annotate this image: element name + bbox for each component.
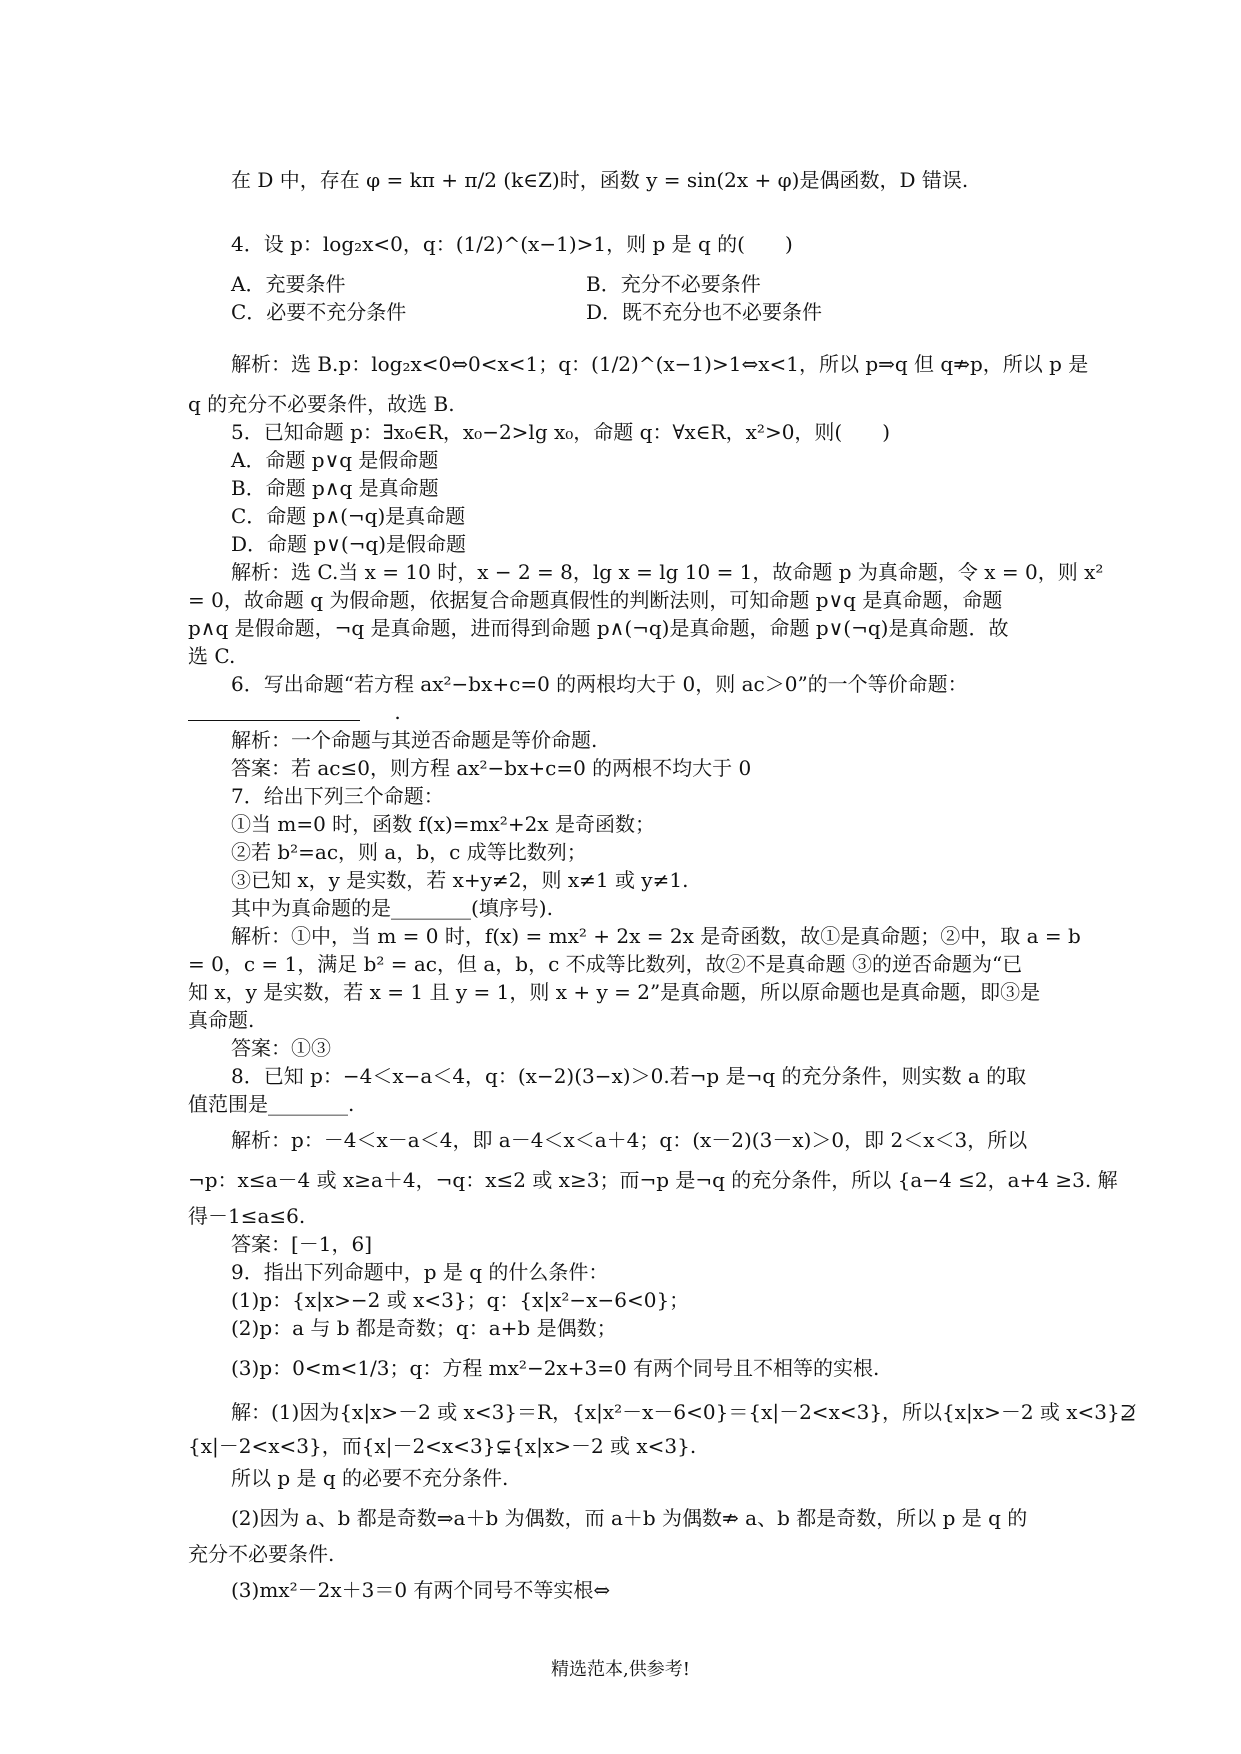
text-line: q 的充分不必要条件，故选 B.	[188, 392, 455, 416]
text-line: (3)p：0<m<1/3；q：方程 mx²−2x+3=0 有两个同号且不相等的实根.	[231, 1356, 880, 1380]
text-line: D．既不充分也不必要条件	[586, 300, 823, 324]
text-line: C．命题 p∧(¬q)是真命题	[231, 504, 466, 528]
text-line: A．充要条件	[231, 272, 346, 296]
text-line: = 0，c = 1，满足 b² = ac，但 a，b，c 不成等比数列，故②不是真命题 ③的逆否命题为“已	[188, 952, 1023, 976]
text-line: B．命题 p∧q 是真命题	[231, 476, 439, 500]
text-line: 其中为真命题的是________(填序号).	[231, 896, 553, 920]
text-line: 5．已知命题 p：∃x₀∈R，x₀−2>lg x₀，命题 q：∀x∈R，x²>0，则( )	[231, 420, 891, 444]
text-line: (2)因为 a、b 都是奇数⇒a＋b 为偶数，而 a＋b 为偶数⇏ a、b 都是奇数，所以 p 是 q 的	[231, 1506, 1028, 1530]
text-line: 得－1≤a≤6.	[188, 1204, 306, 1228]
text-line: ③已知 x，y 是实数，若 x+y≠2，则 x≠1 或 y≠1.	[231, 868, 689, 892]
text-line: 所以 p 是 q 的必要不充分条件.	[231, 1466, 509, 1490]
text-line: ①当 m=0 时，函数 f(x)=mx²+2x 是奇函数；	[231, 812, 655, 836]
text-line: ¬p：x≤a－4 或 x≥a＋4，¬q：x≤2 或 x≥3；而¬p 是¬q 的充分条件，所以 {a−4 ≤2，a+4 ≥3. 解	[188, 1168, 1118, 1192]
page-footer: 精选范本,供参考!	[551, 1659, 690, 1680]
text-line: 解析：一个命题与其逆否命题是等价命题.	[231, 728, 598, 752]
text-line: 知 x，y 是实数，若 x = 1 且 y = 1，则 x + y = 2”是真命题，所以原命题也是真命题，即③是	[188, 980, 1041, 1004]
text-line: p∧q 是假命题，¬q 是真命题，进而得到命题 p∧(¬q)是真命题，命题 p∨(¬q)是真命题．故	[188, 616, 1009, 640]
text-line: .	[188, 700, 401, 724]
text-line: 4．设 p：log₂x<0，q：(1/2)^(x−1)>1，则 p 是 q 的( )	[231, 232, 793, 256]
text-line: B．充分不必要条件	[586, 272, 761, 296]
text-line: 答案：若 ac≤0，则方程 ax²−bx+c=0 的两根不均大于 0	[231, 756, 752, 780]
text-line: 9．指出下列命题中，p 是 q 的什么条件：	[231, 1260, 609, 1284]
text-line: 解析：选 B.p：log₂x<0⇔0<x<1；q：(1/2)^(x−1)>1⇔x<1，所以 p⇒q 但 q⇏p，所以 p 是	[231, 352, 1089, 376]
text-line: 7．给出下列三个命题：	[231, 784, 444, 808]
text-line: {x|－2<x<3}，而{x|－2<x<3}⊊{x|x>－2 或 x<3}.	[188, 1434, 697, 1458]
text-line: A．命题 p∨q 是假命题	[231, 448, 439, 472]
text-line: 真命题.	[188, 1008, 255, 1032]
text-line: 选 C.	[188, 644, 236, 668]
text-line: 解：(1)因为{x|x>－2 或 x<3}＝R，{x|x²－x－6<0}＝{x|－2<x<3}，所以{x|x>－2 或 x<3}⊉	[231, 1400, 1137, 1424]
text-line: (2)p：a 与 b 都是奇数；q：a+b 是偶数；	[231, 1316, 617, 1340]
text-line: C．必要不充分条件	[231, 300, 407, 324]
text-line: 值范围是________.	[188, 1092, 355, 1116]
text-line: 解析：选 C.当 x = 10 时，x − 2 = 8，lg x = lg 10 = 1，故命题 p 为真命题，令 x = 0，则 x²	[231, 560, 1104, 584]
text-line: (3)mx²－2x＋3＝0 有两个同号不等实根⇔	[231, 1578, 611, 1602]
text-line: 答案：[－1，6]	[231, 1232, 373, 1256]
text-line: 答案：①③	[231, 1036, 331, 1060]
text-line: D．命题 p∨(¬q)是假命题	[231, 532, 466, 556]
text-line: 解析：p：－4＜x－a＜4，即 a－4＜x＜a＋4；q：(x－2)(3－x)＞0，即 2＜x＜3，所以	[231, 1128, 1028, 1152]
text-line: 在 D 中，存在 φ = kπ + π/2 (k∈Z)时，函数 y = sin(2x + φ)是偶函数，D 错误.	[231, 168, 969, 192]
answer-blank-underline	[188, 720, 360, 721]
text-line: 6．写出命题“若方程 ax²−bx+c=0 的两根均大于 0，则 ac＞0”的一个等价命题：	[231, 672, 968, 696]
text-line: = 0，故命题 q 为假命题，依据复合命题真假性的判断法则，可知命题 p∨q 是真命题，命题	[188, 588, 1003, 612]
text-line: 充分不必要条件.	[188, 1542, 335, 1566]
text-line: 8．已知 p：−4＜x−a＜4，q：(x−2)(3−x)＞0.若¬p 是¬q 的充分条件，则实数 a 的取	[231, 1064, 1027, 1088]
text-line: ②若 b²=ac，则 a，b，c 成等比数列；	[231, 840, 587, 864]
text-line: 解析：①中，当 m = 0 时，f(x) = mx² + 2x = 2x 是奇函数，故①是真命题；②中，取 a = b	[231, 924, 1081, 948]
text-line: (1)p：{x|x>−2 或 x<3}；q：{x|x²−x−6<0}；	[231, 1288, 690, 1312]
